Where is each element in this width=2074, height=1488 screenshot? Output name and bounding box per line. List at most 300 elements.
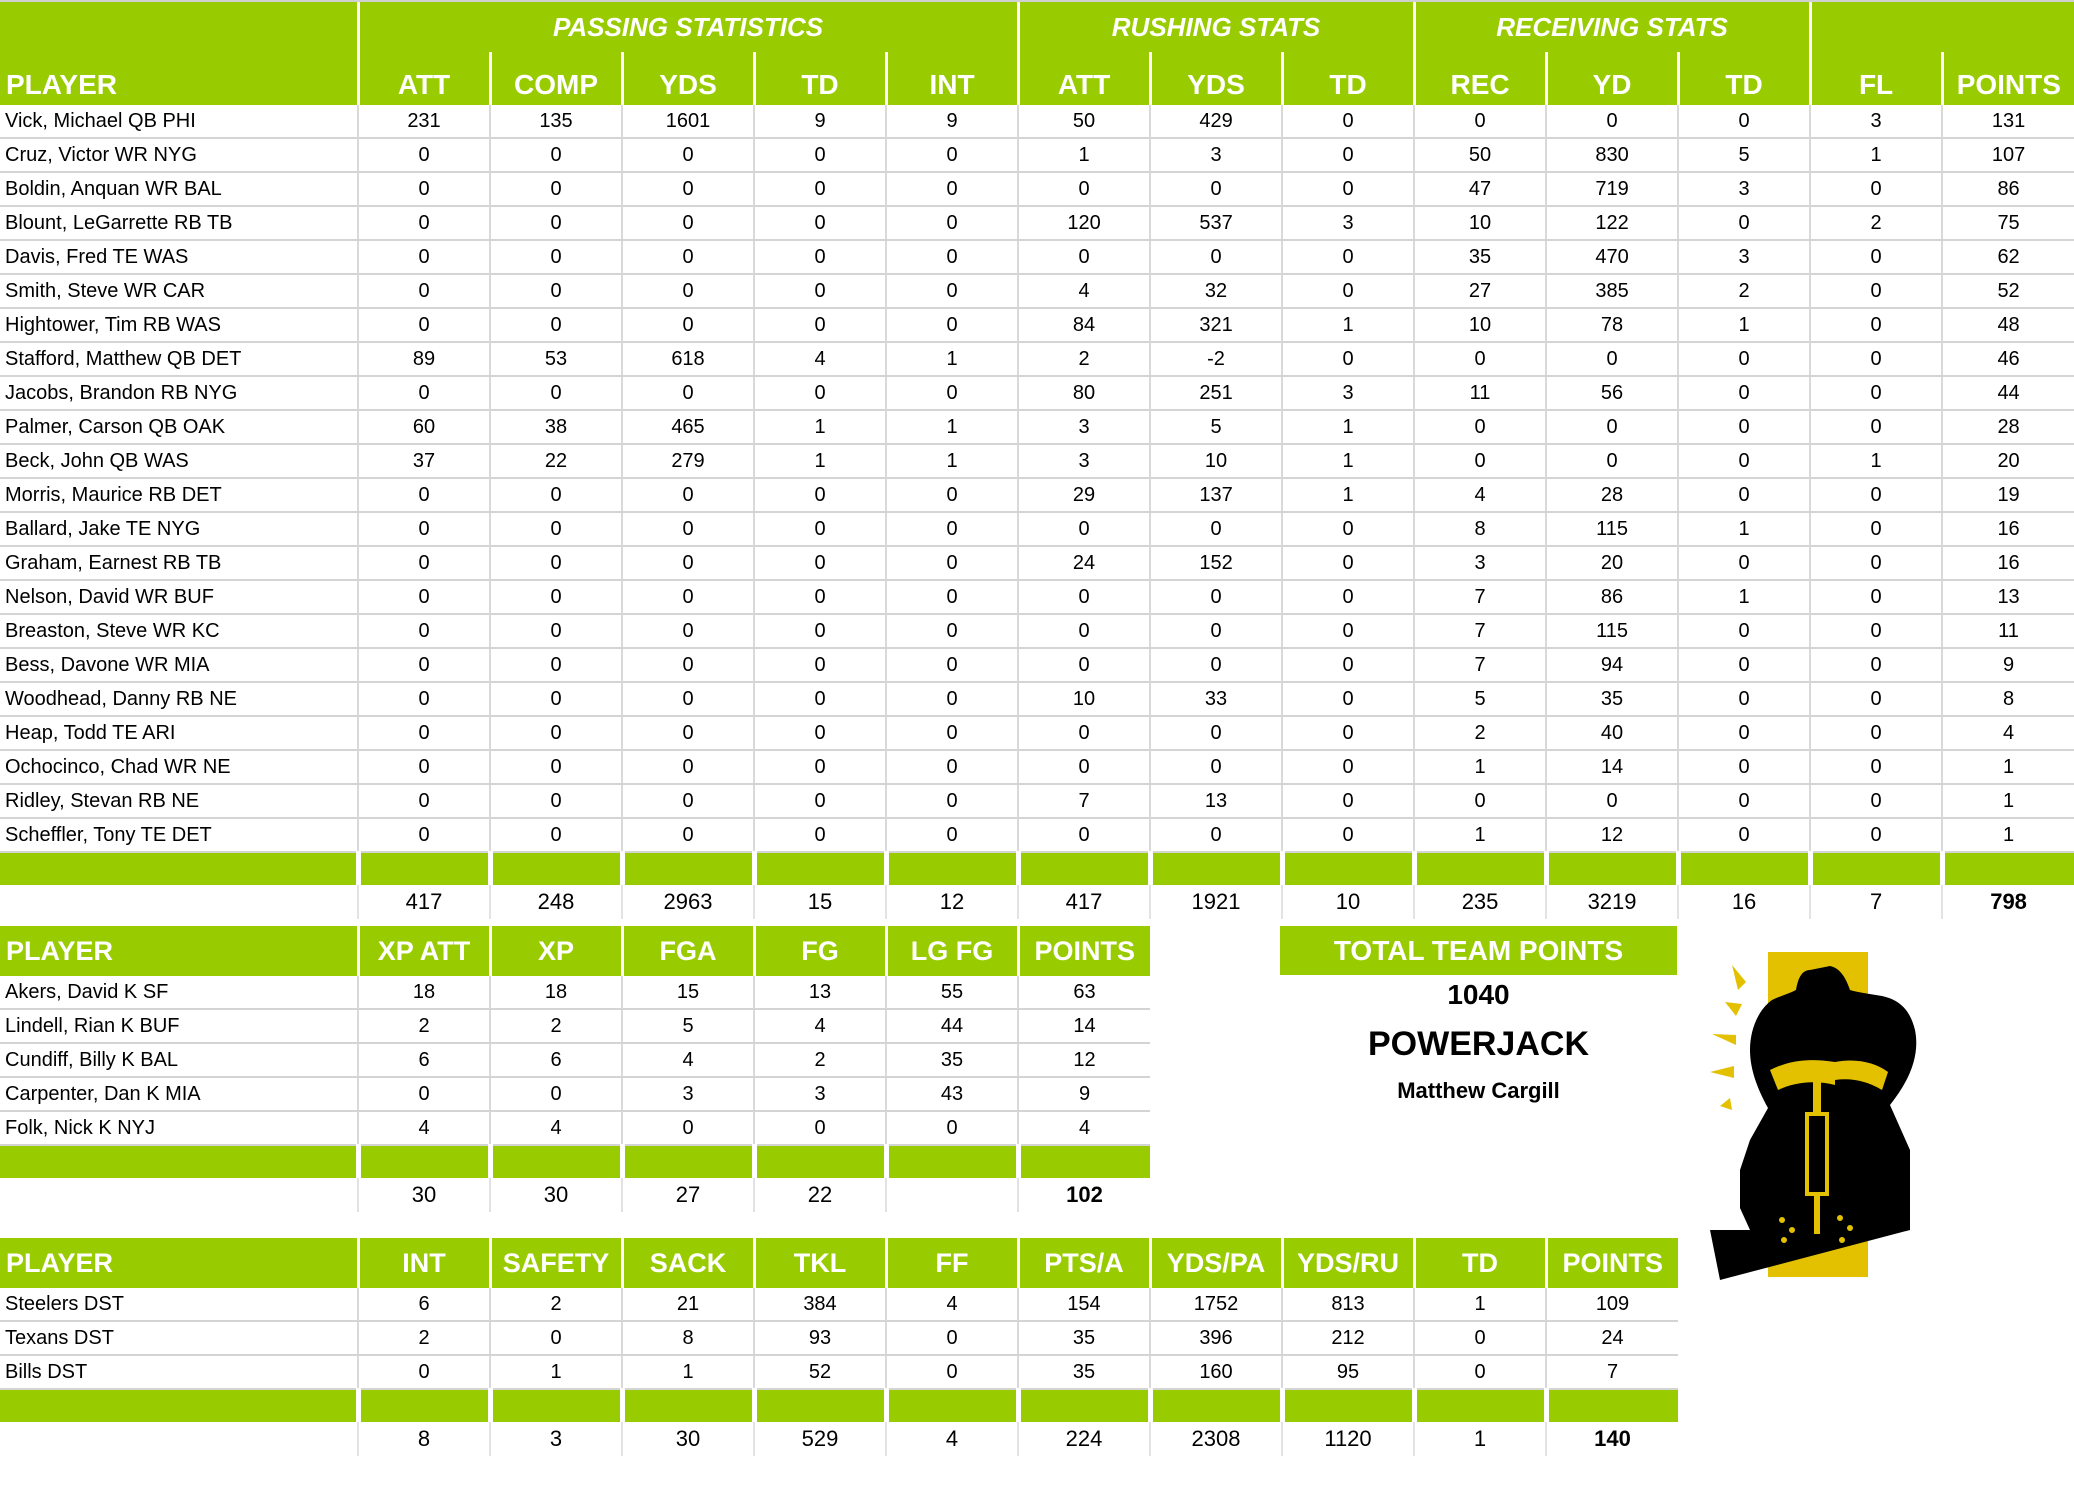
stat-cell: 55 — [886, 976, 1018, 1009]
table-row — [0, 512, 2074, 546]
stat-cell: 44 — [1942, 376, 2074, 410]
total-cell: 3219 — [1546, 885, 1678, 919]
stat-cell: 0 — [1810, 784, 1942, 818]
stat-cell: 52 — [1942, 274, 2074, 308]
stat-cell: 251 — [1150, 376, 1282, 410]
stat-cell: 16 — [1942, 512, 2074, 546]
stat-cell: 0 — [490, 308, 622, 342]
table-row — [0, 1077, 1150, 1111]
total-cell: 417 — [358, 885, 490, 919]
stat-cell: 115 — [1546, 512, 1678, 546]
stat-cell: 2 — [1678, 274, 1810, 308]
kicker-stats-table — [0, 926, 1150, 1212]
stat-cell: 0 — [1414, 784, 1546, 818]
stat-cell: 0 — [622, 172, 754, 206]
stat-cell: 0 — [490, 614, 622, 648]
separator-cell — [1546, 852, 1678, 885]
stat-cell: 22 — [490, 444, 622, 478]
totals-row — [0, 1178, 1150, 1212]
stat-cell: 28 — [1942, 410, 2074, 444]
stat-cell: 0 — [754, 784, 886, 818]
stat-cell: 0 — [754, 478, 886, 512]
stat-cell: 0 — [754, 716, 886, 750]
stat-cell: 1 — [1414, 1288, 1546, 1321]
stat-cell: 0 — [1150, 172, 1282, 206]
stat-cell: 2 — [754, 1043, 886, 1077]
stat-cell: 0 — [886, 478, 1018, 512]
stat-cell: 1 — [1942, 750, 2074, 784]
total-cell: 22 — [754, 1178, 886, 1212]
column-header-player: PLAYER — [0, 52, 358, 105]
stat-cell: 53 — [490, 342, 622, 376]
stat-cell: 3 — [622, 1077, 754, 1111]
column-header-row — [0, 52, 2074, 105]
stat-cell: 0 — [1678, 716, 1810, 750]
separator-cell — [1414, 852, 1546, 885]
stat-cell: 0 — [1678, 444, 1810, 478]
stat-cell: 1 — [1810, 444, 1942, 478]
stat-cell: 0 — [358, 546, 490, 580]
stat-cell: 0 — [1150, 750, 1282, 784]
totals-label — [0, 1422, 358, 1456]
stat-cell: 0 — [622, 784, 754, 818]
stat-cell: 0 — [1282, 342, 1414, 376]
total-cell: 27 — [622, 1178, 754, 1212]
stat-cell: 0 — [490, 138, 622, 172]
player-name: Cruz, Victor WR NYG — [0, 138, 358, 172]
player-name: Bess, Davone WR MIA — [0, 648, 358, 682]
stat-cell: 2 — [490, 1009, 622, 1043]
stat-cell: 0 — [754, 240, 886, 274]
stat-cell: 0 — [358, 682, 490, 716]
table-row — [0, 546, 2074, 580]
stat-cell: 0 — [886, 1355, 1018, 1389]
stat-cell: 0 — [490, 546, 622, 580]
stat-cell: 9 — [1942, 648, 2074, 682]
stat-cell: 78 — [1546, 308, 1678, 342]
stat-cell: 4 — [754, 342, 886, 376]
stat-cell: 0 — [1018, 614, 1150, 648]
stat-cell: 89 — [358, 342, 490, 376]
total-cell: 7 — [1810, 885, 1942, 919]
stat-cell: 0 — [358, 308, 490, 342]
totals-row — [0, 1422, 1678, 1456]
stat-cell: 0 — [358, 784, 490, 818]
separator-cell — [1414, 1389, 1546, 1422]
totals-row — [0, 885, 2074, 919]
stat-cell: 0 — [1282, 172, 1414, 206]
stat-cell: 56 — [1546, 376, 1678, 410]
stat-cell: 0 — [622, 750, 754, 784]
stat-cell: 0 — [754, 172, 886, 206]
stat-cell: 2 — [358, 1009, 490, 1043]
stat-cell: 6 — [358, 1288, 490, 1321]
stat-cell: 50 — [1414, 138, 1546, 172]
column-header-safety: SAFETY — [490, 1238, 622, 1288]
stat-cell: 4 — [622, 1043, 754, 1077]
player-name: Boldin, Anquan WR BAL — [0, 172, 358, 206]
stat-cell: 0 — [886, 818, 1018, 852]
column-header-player: PLAYER — [0, 926, 358, 976]
column-header-points: POINTS — [1546, 1238, 1678, 1288]
player-name: Cundiff, Billy K BAL — [0, 1043, 358, 1077]
stat-cell: 4 — [1018, 274, 1150, 308]
defense-stats-table — [0, 1238, 1678, 1456]
separator-cell — [1546, 1389, 1678, 1422]
stat-cell: 9 — [886, 105, 1018, 138]
stat-cell: 0 — [1810, 410, 1942, 444]
stat-cell: 7 — [1018, 784, 1150, 818]
stat-cell: 0 — [1018, 172, 1150, 206]
stat-cell: 0 — [754, 546, 886, 580]
player-name: Ridley, Stevan RB NE — [0, 784, 358, 818]
table-row — [0, 818, 2074, 852]
stat-cell: 1 — [490, 1355, 622, 1389]
stat-cell: 0 — [1678, 648, 1810, 682]
stat-cell: 0 — [754, 750, 886, 784]
stat-cell: 0 — [1018, 648, 1150, 682]
stat-cell: 28 — [1546, 478, 1678, 512]
stat-cell: 9 — [1018, 1077, 1150, 1111]
stat-cell: 0 — [358, 614, 490, 648]
totals-label — [0, 1178, 358, 1212]
stat-cell: 231 — [358, 105, 490, 138]
stat-cell: 0 — [1678, 614, 1810, 648]
stat-cell: 0 — [1414, 342, 1546, 376]
stat-cell: 719 — [1546, 172, 1678, 206]
stat-cell: 0 — [490, 716, 622, 750]
stat-cell: 0 — [754, 1111, 886, 1145]
stat-cell: 0 — [886, 512, 1018, 546]
stat-cell: 0 — [622, 376, 754, 410]
stat-cell: 0 — [886, 682, 1018, 716]
stat-cell: 0 — [1678, 376, 1810, 410]
stat-cell: 33 — [1150, 682, 1282, 716]
stat-cell: 0 — [1678, 410, 1810, 444]
stat-cell: 52 — [754, 1355, 886, 1389]
stat-cell: 0 — [622, 138, 754, 172]
stat-cell: 4 — [1414, 478, 1546, 512]
stat-cell: 107 — [1942, 138, 2074, 172]
stat-cell: 0 — [358, 750, 490, 784]
column-header-ff: FF — [886, 1238, 1018, 1288]
stat-cell: 0 — [1810, 512, 1942, 546]
stat-cell: 429 — [1150, 105, 1282, 138]
stat-cell: 0 — [358, 648, 490, 682]
stat-cell: 6 — [490, 1043, 622, 1077]
separator-cell — [358, 1389, 490, 1422]
stat-cell: 109 — [1546, 1288, 1678, 1321]
stat-cell: 84 — [1018, 308, 1150, 342]
column-header-yds-pa: YDS/PA — [1150, 1238, 1282, 1288]
table-row — [0, 105, 2074, 138]
stat-cell: 0 — [1150, 716, 1282, 750]
stat-cell: 2 — [1018, 342, 1150, 376]
stat-cell: 0 — [622, 1111, 754, 1145]
stat-cell: 3 — [1282, 206, 1414, 240]
player-name: Nelson, David WR BUF — [0, 580, 358, 614]
stat-cell: 5 — [1678, 138, 1810, 172]
separator-cell — [1150, 852, 1282, 885]
stat-cell: 0 — [622, 818, 754, 852]
stat-cell: 0 — [1546, 342, 1678, 376]
stat-cell: 3 — [1018, 444, 1150, 478]
separator-cell — [1150, 1389, 1282, 1422]
stat-cell: 1601 — [622, 105, 754, 138]
stat-cell: 0 — [622, 580, 754, 614]
stat-cell: 135 — [490, 105, 622, 138]
stat-cell: 4 — [490, 1111, 622, 1145]
separator-cell — [1678, 852, 1810, 885]
table-row — [0, 376, 2074, 410]
stat-cell: 3 — [754, 1077, 886, 1111]
stat-cell: 32 — [1150, 274, 1282, 308]
stat-cell: 0 — [1810, 750, 1942, 784]
stat-cell: 0 — [1018, 240, 1150, 274]
stat-cell: 0 — [490, 648, 622, 682]
table-row — [0, 1111, 1150, 1145]
stat-cell: 18 — [358, 976, 490, 1009]
stat-cell: 0 — [1810, 172, 1942, 206]
stat-cell: 10 — [1018, 682, 1150, 716]
player-name: Lindell, Rian K BUF — [0, 1009, 358, 1043]
stat-cell: 0 — [754, 274, 886, 308]
separator-bar — [0, 1389, 1678, 1422]
separator-cell — [1018, 852, 1150, 885]
stat-cell: 1 — [622, 1355, 754, 1389]
stat-cell: 1 — [886, 410, 1018, 444]
separator-cell — [1018, 1389, 1150, 1422]
total-cell: 102 — [1018, 1178, 1150, 1212]
player-name: Steelers DST — [0, 1288, 358, 1321]
stat-cell: 0 — [1810, 546, 1942, 580]
column-header-td: TD — [1414, 1238, 1546, 1288]
stat-cell: 3 — [1678, 172, 1810, 206]
column-header-int: INT — [886, 52, 1018, 105]
stat-cell: 0 — [1150, 818, 1282, 852]
stat-cell: 0 — [1282, 546, 1414, 580]
total-cell: 30 — [622, 1422, 754, 1456]
group-header-receiving: RECEIVING STATS — [1414, 2, 1810, 52]
separator-cell — [0, 1389, 358, 1422]
stat-cell: 0 — [1282, 240, 1414, 274]
stat-cell: 0 — [1282, 138, 1414, 172]
kicker-header-row — [0, 926, 1150, 976]
stat-cell: 0 — [1018, 716, 1150, 750]
total-cell: 12 — [886, 885, 1018, 919]
stat-cell: 0 — [1414, 105, 1546, 138]
stat-cell: 1 — [1414, 818, 1546, 852]
total-cell: 417 — [1018, 885, 1150, 919]
stat-cell: 0 — [490, 478, 622, 512]
total-cell: 224 — [1018, 1422, 1150, 1456]
stat-cell: 1 — [1810, 138, 1942, 172]
stat-cell: 0 — [754, 308, 886, 342]
stat-cell: 93 — [754, 1321, 886, 1355]
stat-cell: 35 — [1546, 682, 1678, 716]
stat-cell: 13 — [1150, 784, 1282, 818]
stat-cell: 0 — [1282, 682, 1414, 716]
table-row — [0, 648, 2074, 682]
table-row — [0, 342, 2074, 376]
stat-cell: 131 — [1942, 105, 2074, 138]
stat-cell: 0 — [1810, 682, 1942, 716]
stat-cell: 4 — [886, 1288, 1018, 1321]
stat-cell: 38 — [490, 410, 622, 444]
stat-cell: 4 — [358, 1111, 490, 1145]
stat-cell: 0 — [1414, 1321, 1546, 1355]
stat-cell: 15 — [622, 976, 754, 1009]
stat-cell: 115 — [1546, 614, 1678, 648]
stat-cell: 154 — [1018, 1288, 1150, 1321]
stat-cell: 44 — [886, 1009, 1018, 1043]
stat-cell: 0 — [754, 138, 886, 172]
stat-cell: 4 — [1018, 1111, 1150, 1145]
group-header-passing: PASSING STATISTICS — [358, 2, 1018, 52]
separator-cell — [1282, 852, 1414, 885]
table-row — [0, 1288, 1678, 1321]
stat-cell: 35 — [1414, 240, 1546, 274]
team-name: POWERJACK — [1367, 1025, 1590, 1063]
stat-cell: 0 — [1150, 580, 1282, 614]
stat-cell: 0 — [1810, 376, 1942, 410]
stat-cell: 10 — [1414, 206, 1546, 240]
column-header-td: TD — [754, 52, 886, 105]
table-row — [0, 716, 2074, 750]
stat-cell: 0 — [358, 206, 490, 240]
stat-cell: 0 — [886, 784, 1018, 818]
stat-cell: 0 — [886, 1111, 1018, 1145]
stat-cell: 813 — [1282, 1288, 1414, 1321]
separator-cell — [1942, 852, 2074, 885]
stat-cell: 0 — [358, 1355, 490, 1389]
column-header-pts-a: PTS/A — [1018, 1238, 1150, 1288]
stat-cell: 0 — [1678, 546, 1810, 580]
player-name: Woodhead, Danny RB NE — [0, 682, 358, 716]
stat-cell: 0 — [1678, 478, 1810, 512]
offense-stats-table — [0, 2, 2074, 919]
stat-cell: 16 — [1942, 546, 2074, 580]
stat-cell: 618 — [622, 342, 754, 376]
player-name: Smith, Steve WR CAR — [0, 274, 358, 308]
table-row — [0, 614, 2074, 648]
total-cell: 529 — [754, 1422, 886, 1456]
stat-cell: 0 — [886, 206, 1018, 240]
stat-cell: 0 — [490, 512, 622, 546]
player-name: Vick, Michael QB PHI — [0, 105, 358, 138]
stat-cell: 0 — [1150, 648, 1282, 682]
table-row — [0, 1355, 1678, 1389]
stat-cell: 0 — [358, 240, 490, 274]
total-cell: 30 — [358, 1178, 490, 1212]
group-header-totals — [1810, 2, 2074, 52]
stat-cell: 35 — [1018, 1321, 1150, 1355]
separator-cell — [886, 1145, 1018, 1178]
stat-cell: 0 — [1150, 512, 1282, 546]
stat-cell: 0 — [1414, 410, 1546, 444]
table-row — [0, 750, 2074, 784]
stat-cell: 60 — [358, 410, 490, 444]
player-name: Beck, John QB WAS — [0, 444, 358, 478]
table-row — [0, 138, 2074, 172]
stat-cell: 0 — [1546, 784, 1678, 818]
stat-cell: 0 — [1810, 240, 1942, 274]
stat-cell: 12 — [1546, 818, 1678, 852]
table-row — [0, 580, 2074, 614]
stat-cell: 0 — [1678, 682, 1810, 716]
stat-cell: 0 — [622, 478, 754, 512]
stat-cell: 0 — [886, 240, 1018, 274]
stat-cell: 0 — [1414, 1355, 1546, 1389]
table-row — [0, 240, 2074, 274]
separator-cell — [622, 852, 754, 885]
column-header-att: ATT — [1018, 52, 1150, 105]
stat-cell: 27 — [1414, 274, 1546, 308]
stat-cell: 7 — [1414, 614, 1546, 648]
stat-cell: 4 — [1942, 716, 2074, 750]
stat-cell: 0 — [886, 138, 1018, 172]
total-cell: 3 — [490, 1422, 622, 1456]
total-team-points-label: TOTAL TEAM POINTS — [1280, 926, 1677, 975]
stat-cell: 0 — [622, 716, 754, 750]
stat-cell: 0 — [754, 648, 886, 682]
stat-cell: 8 — [622, 1321, 754, 1355]
player-name: Bills DST — [0, 1355, 358, 1389]
stat-cell: 0 — [886, 376, 1018, 410]
stat-cell: 20 — [1546, 546, 1678, 580]
stat-cell: 212 — [1282, 1321, 1414, 1355]
stat-cell: 7 — [1546, 1355, 1678, 1389]
player-name: Scheffler, Tony TE DET — [0, 818, 358, 852]
stat-cell: 0 — [1282, 274, 1414, 308]
stat-cell: 0 — [886, 750, 1018, 784]
stat-cell: 0 — [490, 376, 622, 410]
separator-cell — [622, 1389, 754, 1422]
stat-cell: 1 — [1282, 444, 1414, 478]
stat-cell: 0 — [1810, 716, 1942, 750]
separator-cell — [490, 1145, 622, 1178]
column-header-yd: YD — [1546, 52, 1678, 105]
total-cell: 798 — [1942, 885, 2074, 919]
stat-cell: 0 — [490, 750, 622, 784]
stat-cell: 0 — [358, 512, 490, 546]
player-name: Graham, Earnest RB TB — [0, 546, 358, 580]
stat-cell: 0 — [886, 546, 1018, 580]
total-cell: 235 — [1414, 885, 1546, 919]
separator-cell — [490, 852, 622, 885]
total-cell: 140 — [1546, 1422, 1678, 1456]
stat-cell: 120 — [1018, 206, 1150, 240]
stat-cell: 0 — [1282, 512, 1414, 546]
player-name: Akers, David K SF — [0, 976, 358, 1009]
column-header-rec: REC — [1414, 52, 1546, 105]
player-name: Hightower, Tim RB WAS — [0, 308, 358, 342]
stat-cell: 5 — [1150, 410, 1282, 444]
player-name: Ballard, Jake TE NYG — [0, 512, 358, 546]
stat-cell: 0 — [1810, 274, 1942, 308]
stat-cell: 0 — [490, 172, 622, 206]
table-row — [0, 1009, 1150, 1043]
stat-cell: 19 — [1942, 478, 2074, 512]
column-header-points: POINTS — [1942, 52, 2074, 105]
stat-cell: 5 — [1414, 682, 1546, 716]
stat-cell: 0 — [622, 546, 754, 580]
stat-cell: 47 — [1414, 172, 1546, 206]
stat-cell: 160 — [1150, 1355, 1282, 1389]
stat-cell: 0 — [1678, 105, 1810, 138]
stat-cell: 465 — [622, 410, 754, 444]
separator-cell — [1282, 1389, 1414, 1422]
